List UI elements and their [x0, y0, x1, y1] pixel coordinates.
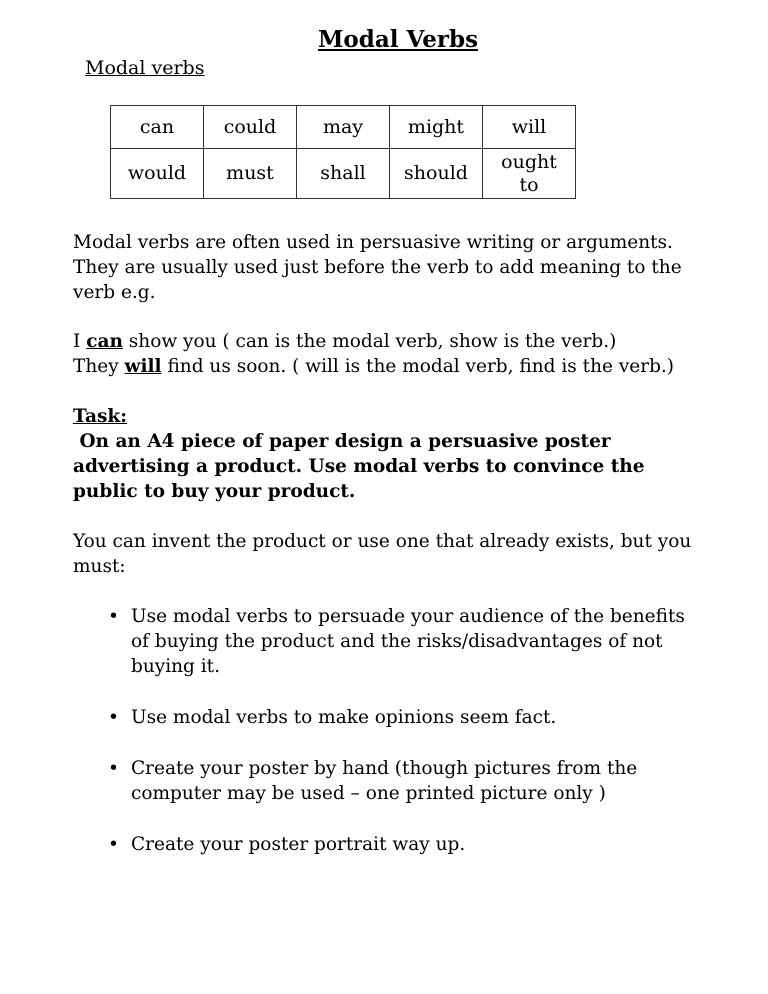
task-line: public to buy your product.: [73, 481, 356, 502]
intro-line: They are usually used just before the verb to add meaning to the: [73, 257, 682, 278]
list-item-line: computer may be used – one printed picture only ): [131, 783, 606, 804]
list-item-text: [131, 604, 685, 679]
table-cell-line: ought: [501, 150, 557, 173]
table-cell-line: to: [519, 173, 539, 196]
task-line: On an A4 piece of paper design a persuasive poster: [73, 431, 611, 452]
list-item-line: Create your poster portrait way up.: [131, 834, 466, 855]
section-subtitle: Modal verbs: [85, 57, 205, 79]
bullet-icon: •: [108, 707, 119, 728]
table-cell: would: [111, 149, 204, 199]
instructions-line: must:: [73, 556, 126, 577]
example-rest: show you ( can is the modal verb, show is the verb.): [122, 331, 617, 352]
list-item-line: buying it.: [131, 656, 220, 677]
table-row: [111, 149, 576, 199]
example-sentence: [73, 354, 674, 379]
table-cell: could: [204, 106, 297, 149]
example-lead: They: [73, 356, 125, 377]
example-rest: find us soon. ( will is the modal verb, find is the verb.): [161, 356, 675, 377]
table-cell: should: [390, 149, 483, 199]
list-item-line: of buying the product and the risks/disadvantages of not: [131, 631, 663, 652]
example-modal-word: can: [86, 331, 123, 352]
task-heading: Task:: [73, 406, 128, 427]
list-item-text: [131, 705, 556, 730]
table-cell: may: [297, 106, 390, 149]
bullet-icon: •: [108, 834, 119, 855]
example-lead: I: [73, 331, 87, 352]
table-row: [111, 106, 576, 149]
example-modal-word: will: [124, 356, 162, 377]
table-cell: shall: [297, 149, 390, 199]
bullet-icon: •: [108, 606, 119, 627]
list-item-text: [131, 756, 637, 806]
intro-line: Modal verbs are often used in persuasive writing or arguments.: [73, 232, 673, 253]
list-item-line: Use modal verbs to persuade your audience of the benefits: [131, 606, 685, 627]
list-item-line: Create your poster by hand (though pictures from the: [131, 758, 638, 779]
list-item-line: Use modal verbs to make opinions seem fact.: [131, 707, 557, 728]
bullet-icon: •: [108, 758, 119, 779]
table-cell: might: [390, 106, 483, 149]
list-item-text: [131, 832, 465, 857]
example-sentence: [73, 329, 616, 354]
table-cell: can: [111, 106, 204, 149]
table-cell: must: [204, 149, 297, 199]
intro-line: verb e.g.: [73, 282, 156, 303]
task-line: advertising a product. Use modal verbs to convince the: [73, 456, 645, 477]
instructions-line: You can invent the product or use one that already exists, but you: [73, 531, 692, 552]
modal-verbs-table: [110, 105, 576, 199]
table-cell: [483, 149, 576, 199]
page-title: Modal Verbs: [317, 26, 479, 53]
table-cell: will: [483, 106, 576, 149]
